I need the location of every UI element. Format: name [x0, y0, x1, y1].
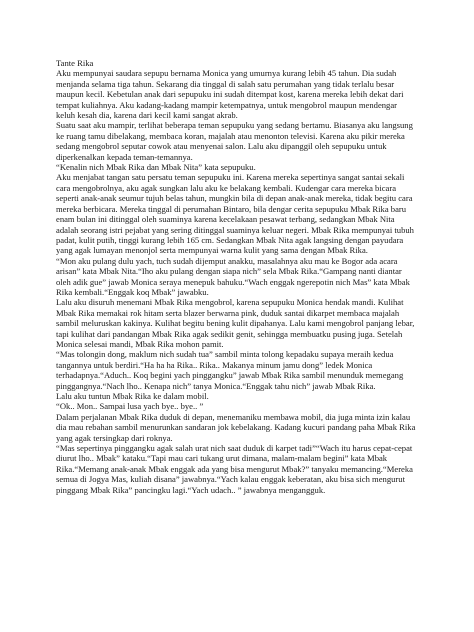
- document-title: Tante Rika: [56, 58, 94, 68]
- paragraph-3: “Kenalin nich Mbak Rika dan Mbak Nita” kata sepupuku.: [56, 162, 256, 173]
- paragraph-7: “Mas tolongin dong, maklum nich sudah tua” sambil minta tolong kepadaku supaya meraih kedua tangannya untuk berdiri.“Ha ha ha Rika.. Rika.. Makanya minum jamu dong” ledek Monica terhadapnya.“Aduch.. Koq begini yach pinggangku” jawab Mbak Rika sambil menunduk memegang pinggangnya.“Nach lho.. Kenapa nich” tanya Monica.“Enggak tahu nich” jawab Mbak Rika.: [56, 349, 404, 391]
- paragraph-4: Aku menjabat tangan satu persatu teman sepupuku ini. Karena mereka sepertinya sangat santai sekali cara mengobrolnya, aku agak sungkan lalu aku ke belakang kembali. Kudengar cara mereka bicara seperti anak-anak seumur tujuh belas tahun, mungkin bila di depan anak-anak mereka, tidak begitu cara mereka berbicara. Mereka tinggal di perumahan Bintaro, bila dengar cerita sepupuku Mbak Rika baru enam bulan ini ditinggal oleh suaminya karena kecelakaan pesawat terbang, sedangkan Mbak Nita adalah seorang istri pejabat yang sering ditinggal suaminya keluar negeri. Mbak Rika mempunyai tubuh padat, kulit putih, tinggi kurang lebih 165 cm. Sedangkan Mbak Nita agak langsing dengan payudara yang agak lumayan menonjol serta mempunyai warna kulit yang sama dengan Mbak Rika.: [56, 172, 414, 256]
- paragraph-8: Lalu aku tuntun Mbak Rika ke dalam mobil.: [56, 391, 209, 401]
- paragraph-6: Lalu aku disuruh menemani Mbak Rika mengobrol, karena sepupuku Monica hendak mandi. Kulihat Mbak Rika memakai rok hitam serta blazer berwarna pink, duduk santai dikarpet membaca majalah sambil meluruskan kakinya. Kulihat begitu bening kulit dipahanya. Lalu kami mengobrol panjang lebar, tapi kulihat dari pandangan Mbak Rika agak sedikit genit, sehingga membuatku pusing juga. Setelah Monica selesai mandi, Mbak Rika mohon pamit.: [56, 297, 415, 349]
- paragraph-1: Aku mempunyai saudara sepupu bernama Monica yang umurnya kurang lebih 45 tahun. Dia sudah menjanda selama tiga tahun. Sekarang dia tinggal di salah satu perumahan yang tidak terlalu besar maupun kecil. Kebetulan anak dari sepupuku ini sudah ditempat kost, karena mereka lebih dekat dari tempat kuliahnya. Aku kadang-kadang mampir ketempatnya, untuk mengobrol maupun mendengar keluh kesah dia, karena dari kecil kami sangat akrab.: [56, 68, 404, 121]
- paragraph-9: “Ok.. Mon.. Sampai lusa yach bye.. bye.. ”: [56, 401, 204, 412]
- paragraph-2: Suatu saat aku mampir, terlihat beberapa teman sepupuku yang sedang bertamu. Biasanya aku langsung ke ruang tamu dibelakang, membaca koran, majalah atau menonton televisi. Karena aku pikir mereka sedang mengobrol seputar cowok atau menyenai salon. Lalu aku dipanggil oleh sepupuku untuk diperkenalkan kepada teman-temannya.: [56, 120, 413, 162]
- paragraph-10: Dalam perjalanan Mbak Rika duduk di depan, menemaniku membawa mobil, dia juga minta izin kalau dia mau rebahan sambil menurunkan sandaran jok kebelakang. Kadang kucuri pandang paha Mbak Rika yang agak tersingkap dari roknya.: [56, 411, 416, 443]
- document-body: [56, 58, 418, 495]
- paragraph-5: “Mon aku pulang dulu yach, tuch sudah dijemput anakku, masalahnya aku mau ke Bogor ada acara arisan” kata Mbak Nita.“Iho aku pulang dengan siapa nich” sela Mbak Rika.“Gampang nanti diantar oleh adik gue” jawab Monica seraya menepuk bahuku.“Wach enggak ngerepotin nich Mas” kata Mbak Rika kembali.“Enggak koq Mbak” jawabku.: [56, 255, 410, 297]
- paragraph-11: “Mas sepertinya pinggangku agak salah urat nich saat duduk di karpet tadi”“Wach itu harus cepat-cepat diurut lho.. Mbak” kataku.“Tapi mau cari tukang urut dimana, malam-malam begini” kata Mbak Rika.“Memang anak-anak Mbak enggak ada yang bisa mengurut Mbak?” tanyaku memancing.“Mereka semua di Jogya Mas, kuliah disana” jawabnya.“Yach kalau enggak keberatan, aku bisa sich mengurut pinggang Mbak Rika” pancingku lagi.“Yach udach.. ” jawabnya mengangguk.: [56, 443, 413, 495]
